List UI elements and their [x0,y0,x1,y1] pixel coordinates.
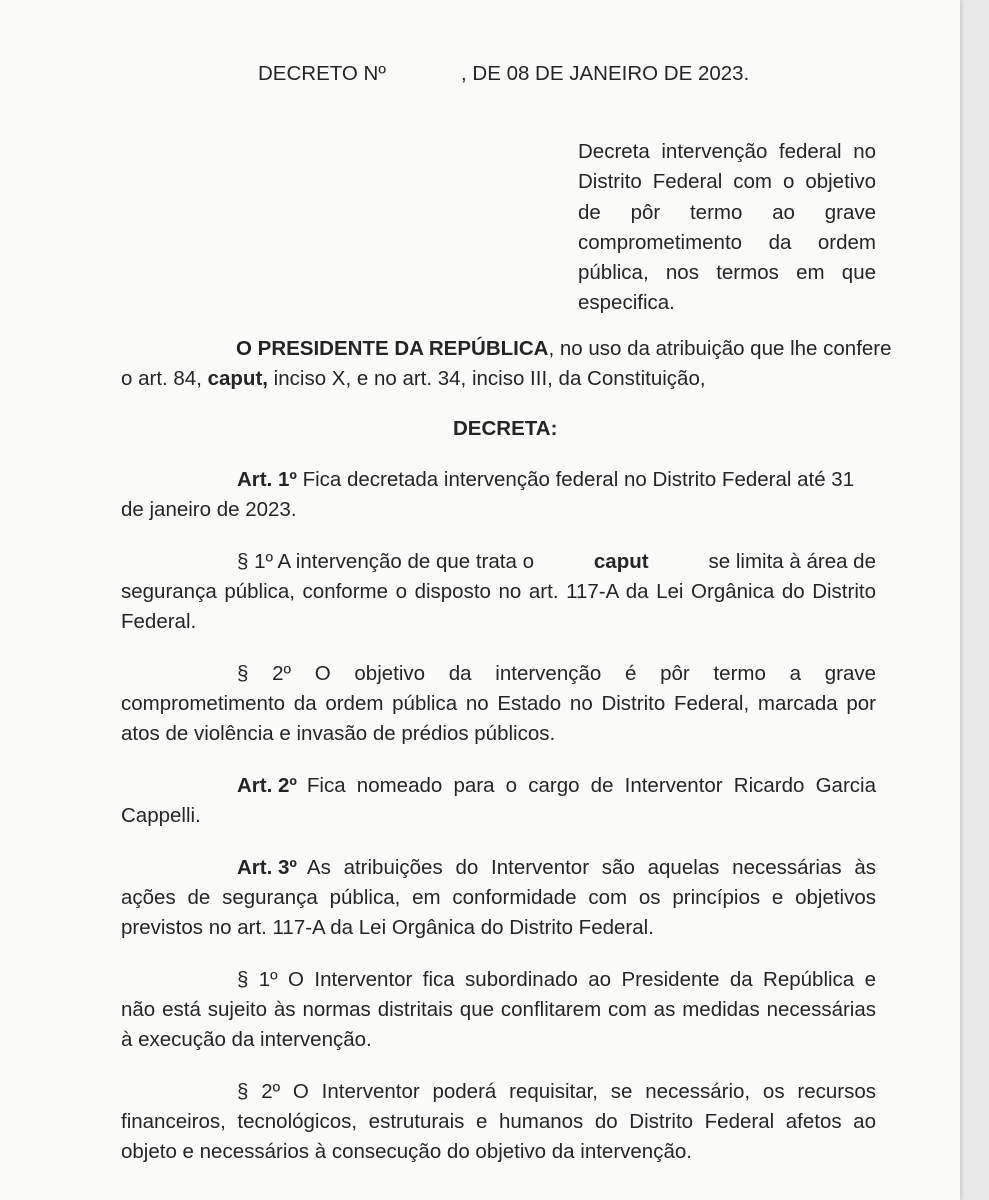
summary-line-5: pública, nos termos em que [578,261,876,284]
art1-p1-line-1 [237,547,876,577]
art3-p1-line-2: não está sujeito às normas distritais que conflitarem com as medidas necessárias [121,998,876,1021]
summary-line-1: Decreta intervenção federal no [578,140,876,163]
summary-line-6: especifica. [578,291,675,314]
art1-p1-line-3: Federal. [121,610,197,633]
art3-line-2: ações de segurança pública, em conformidade com os princípios e objetivos [121,886,876,909]
art1-p1-line-1-a: § 1º A intervenção de que trata o [237,550,534,573]
art1-label: Art. 1º [237,468,297,491]
art3-label: Art. 3º [237,856,297,879]
preamble-line-1-rest: , no uso da atribuição que lhe confere [548,337,892,360]
art2-line-2: Cappelli. [121,804,201,827]
art3-p2-line-3: objeto e necessários à consecução do objetivo da intervenção. [121,1140,692,1163]
art3-line-3: previstos no art. 117-A da Lei Orgânica do Distrito Federal. [121,916,654,939]
preamble-line-2-b: inciso X, e no art. 34, inciso III, da Constituição, [267,367,706,390]
art1-p2-line-3: atos de violência e invasão de prédios públicos. [121,722,556,745]
summary-line-4: comprometimento da ordem [578,231,876,254]
decreta-text: DECRETA: [453,417,558,440]
art2-line-1 [237,771,876,801]
preamble-line-2 [121,364,706,394]
preamble-caput: caput, [207,367,268,390]
preamble-line-2-a: o art. 84, [121,367,208,390]
art3-line-1-text: As atribuições do Interventor são aquelas necessárias às [306,856,876,879]
preamble-authority: O PRESIDENTE DA REPÚBLICA [236,337,549,360]
art1-line-2: de janeiro de 2023. [121,498,297,521]
art1-p2-line-1: § 2º O objetivo da intervenção é pôr termo a grave [237,662,876,685]
decreta-heading [453,414,557,444]
decree-date: , DE 08 DE JANEIRO DE 2023. [461,62,750,85]
art3-p2-line-1: § 2º O Interventor poderá requisitar, se necessário, os recursos [237,1080,876,1103]
art1-p1-caput: caput [593,550,649,573]
art1-line-1 [237,465,854,495]
art1-p1-line-2: segurança pública, conforme o disposto no art. 117-A da Lei Orgânica do Distrito [121,580,876,603]
decree-number-label: DECRETO Nº [258,62,386,85]
art1-p1-line-1-b: se limita à área de [708,550,876,573]
art3-p1-line-1: § 1º O Interventor fica subordinado ao Presidente da República e [237,968,876,991]
summary-line-3: de pôr termo ao grave [578,201,876,224]
art2-label: Art. 2º [237,774,297,797]
art1-p2-line-2: comprometimento da ordem pública no Estado no Distrito Federal, marcada por [121,692,876,715]
preamble-line-1 [236,334,892,364]
art2-line-1-text: Fica nomeado para o cargo de Interventor Ricardo Garcia [306,774,876,797]
art3-line-1 [237,853,876,883]
summary-line-2: Distrito Federal com o objetivo [578,170,876,193]
art3-p1-line-3: à execução da intervenção. [121,1028,372,1051]
art3-p2-line-2: financeiros, tecnológicos, estruturais e humanos do Distrito Federal afetos ao [121,1110,876,1133]
art1-line-1-text: Fica decretada intervenção federal no Distrito Federal até 31 [296,468,855,491]
